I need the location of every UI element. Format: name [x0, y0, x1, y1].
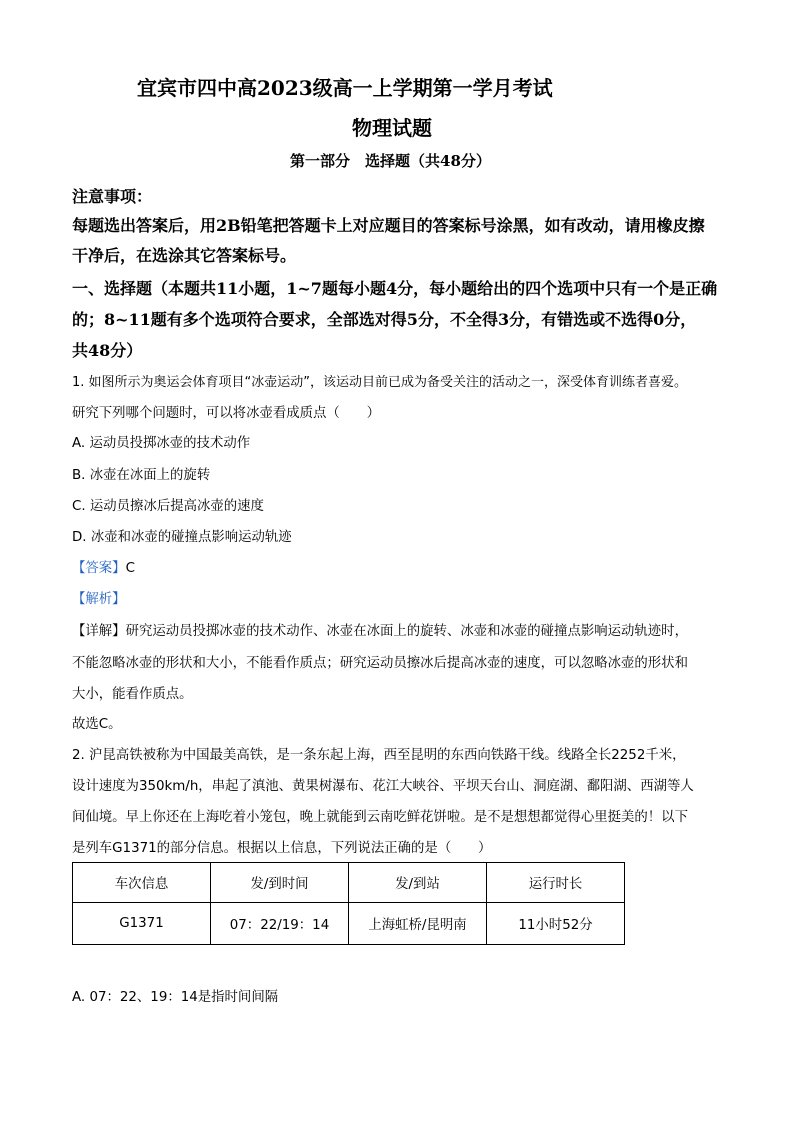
q1-stem-line-1: 1. 如图所示为奥运会体育项目“冰壶运动”，该运动目前已成为备受关注的活动之一，深受体育训练者喜爱。: [72, 375, 688, 390]
notice-line-1: 每题选出答案后，用2B铅笔把答题卡上对应题目的答案标号涂黑，如有改动，请用橡皮擦: [72, 216, 705, 235]
detail-tag: 【详解】: [72, 624, 126, 639]
q2-stem-line-4: 是列车G1371的部分信息。根据以上信息，下列说法正确的是（ ）: [72, 841, 492, 856]
section-heading-line-2: 的；8~11题有多个选项符合要求，全部选对得5分，不全得3分，有错选或不选得0分，: [72, 310, 697, 329]
q1-option-a: A. 运动员投掷冰壶的技术动作: [72, 436, 251, 451]
answer-value: C: [125, 561, 135, 576]
q1-answer: [72, 557, 135, 576]
q2-stem-line-1: 2. 沪昆高铁被称为中国最美高铁，是一条东起上海，西至昆明的东西向铁路干线。线路全长2252千米，: [72, 748, 686, 763]
header-cell: 运行时长: [487, 863, 625, 903]
q1-option-d: D. 冰壶和冰壶的碰撞点影响运动轨迹: [72, 530, 292, 545]
q1-option-c: C. 运动员擦冰后提高冰壶的速度: [72, 499, 264, 514]
q1-option-b: B. 冰壶在冰面上的旋转: [72, 468, 211, 483]
q2-stem-line-2: 设计速度为350km/h，串起了滇池、黄果树瀑布、花江大峡谷、平坝天台山、洞庭湖、鄱阳湖、西湖等人: [72, 779, 694, 794]
table-cell: G1371: [73, 903, 211, 945]
subject-title: 物理试题: [352, 116, 432, 140]
q2-stem-line-3: 间仙境。早上你还在上海吃着小笼包，晚上就能到云南吃鲜花饼啦。是不是想想都觉得心里挺美的！以下: [72, 810, 688, 825]
q2-option-a: A. 07：22、19：14是指时间间隔: [72, 990, 279, 1005]
table-cell: 上海虹桥/昆明南: [349, 903, 487, 945]
section-heading-line-1: 一、选择题（本题共11小题，1~7题每小题4分，每小题给出的四个选项中只有一个是正确: [72, 279, 718, 298]
table-cell: 11小时52分: [487, 903, 625, 945]
q1-detail-line-2: 不能忽略冰壶的形状和大小，不能看作质点；研究运动员擦冰后提高冰壶的速度，可以忽略冰壶的形状和: [72, 656, 688, 671]
q1-detail-line-1: [72, 620, 688, 639]
notice-line-2: 干净后，在选涂其它答案标号。: [72, 246, 297, 265]
q1-stem-line-2: 研究下列哪个问题时，可以将冰壶看成质点（ ）: [72, 406, 380, 421]
detail-text: 研究运动员投掷冰壶的技术动作、冰壶在冰面上的旋转、冰壶和冰壶的碰撞点影响运动轨迹时，: [125, 624, 688, 639]
analysis-tag: 【解析】: [72, 592, 126, 607]
q1-conclusion: 故选C。: [72, 717, 122, 732]
exam-title: 宜宾市四中高2023级高一上学期第一学月考试: [137, 76, 553, 100]
q1-detail-line-3: 大小，能看作质点。: [72, 687, 193, 702]
header-cell: 发/到时间: [211, 863, 349, 903]
section-heading-line-3: 共48分）: [72, 341, 143, 360]
header-cell: 车次信息: [73, 863, 211, 903]
train-info-table: [72, 862, 625, 945]
notice-heading: 注意事项：: [72, 187, 153, 206]
part-title: 第一部分 选择题（共48分）: [290, 152, 491, 170]
header-cell: 发/到站: [349, 863, 487, 903]
table-cell: 07：22/19：14: [211, 903, 349, 945]
table-header-row: [73, 863, 625, 903]
answer-tag: 【答案】: [72, 561, 126, 576]
table-row: [73, 903, 625, 945]
